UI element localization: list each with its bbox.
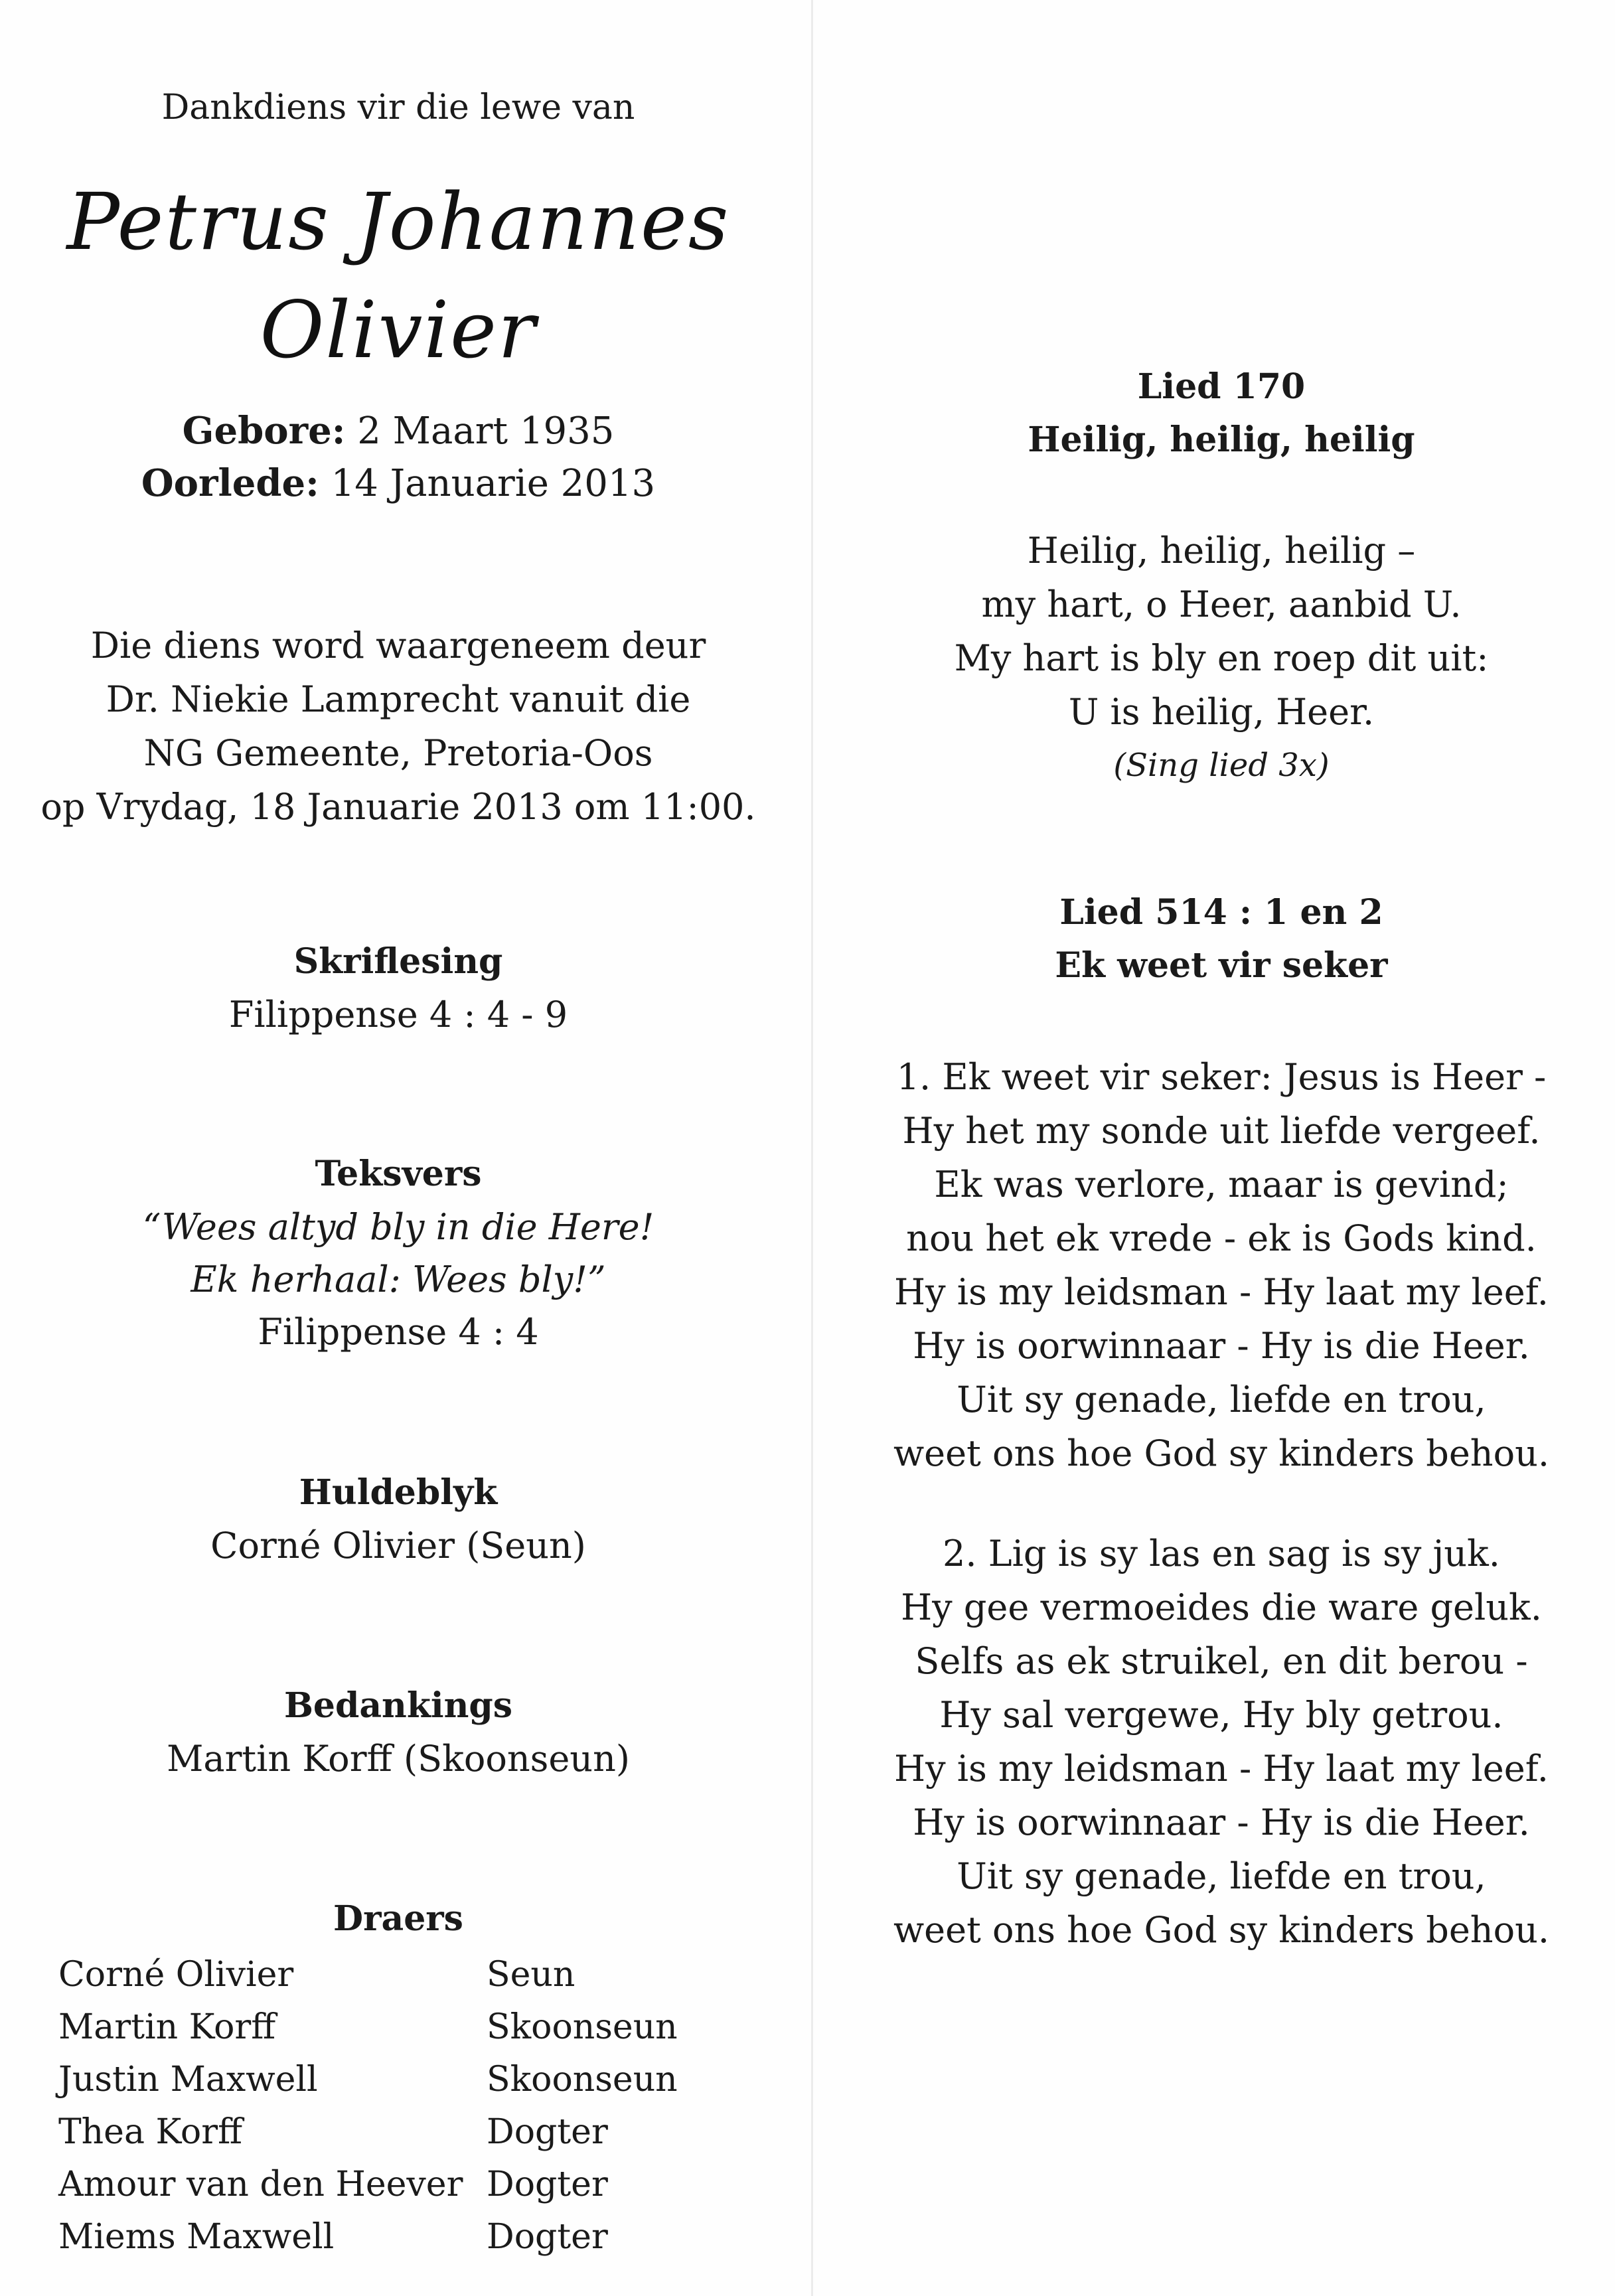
teksvers-quote-line: Ek herhaal: Wees bly!” — [191, 1259, 606, 1300]
hymn-line: weet ons hoe God sy kinders behou. — [893, 1432, 1550, 1474]
birth-label: Gebore: — [182, 409, 346, 453]
hymn-line: Uit sy genade, liefde en trou, — [957, 1855, 1486, 1897]
list-item — [58, 2001, 678, 2053]
section-heading-bedankings: Bedankings — [283, 1685, 513, 1726]
bearer-name: Corné Olivier — [58, 1954, 294, 1995]
bearer-relation: Seun — [487, 1954, 576, 1995]
hymn-line: Selfs as ek struikel, en dit berou - — [915, 1640, 1528, 1682]
bearers-list — [58, 1948, 678, 2263]
page-fold — [811, 0, 813, 2296]
section-heading-draers: Draers — [333, 1898, 463, 1939]
section-heading-skriflesing: Skriflesing — [293, 941, 503, 982]
hymn-line: Hy gee vermoeides die ware geluk. — [901, 1586, 1542, 1628]
teksvers-quote-line: “Wees altyd bly in die Here! — [142, 1206, 654, 1248]
service-line: Die diens word waargeneem deur — [90, 625, 706, 666]
hymn-number: Lied 514 : 1 en 2 — [1059, 892, 1383, 933]
section-line: Corné Olivier (Seun) — [210, 1525, 586, 1567]
section-heading-huldeblyk: Huldeblyk — [299, 1472, 498, 1513]
hymn-text — [863, 524, 1580, 793]
hymn-line: weet ons hoe God sy kinders behou. — [893, 1909, 1550, 1951]
bearer-relation: Dogter — [487, 2216, 608, 2257]
hymn-verse-1 — [863, 1050, 1580, 1480]
hymn-line: Heilig, heilig, heilig – — [1027, 530, 1416, 572]
hymn-title: Ek weet vir seker — [1055, 945, 1388, 986]
hymn-line: Hy is my leidsman - Hy laat my leef. — [894, 1748, 1549, 1790]
hymn-line: Hy is oorwinnaar - Hy is die Heer. — [913, 1801, 1530, 1843]
bearer-relation: Dogter — [487, 2164, 608, 2204]
hymn-line: Hy is oorwinnaar - Hy is die Heer. — [913, 1325, 1530, 1367]
hymn-line: 1. Ek weet vir seker: Jesus is Heer - — [896, 1056, 1547, 1098]
hymn-line: Ek was verlore, maar is gevind; — [934, 1164, 1509, 1205]
bearer-relation: Skoonseun — [487, 2059, 678, 2100]
list-item — [58, 2053, 678, 2105]
list-item — [58, 2210, 678, 2263]
hymn-line: Hy is my leidsman - Hy laat my leef. — [894, 1271, 1549, 1313]
hymn-number: Lied 170 — [1137, 366, 1306, 407]
service-line: op Vrydag, 18 Januarie 2013 om 11:00. — [40, 786, 756, 828]
hymn-line: 2. Lig is sy las en sag is sy juk. — [943, 1533, 1500, 1574]
hymn-title: Heilig, heilig, heilig — [1028, 420, 1415, 460]
service-info — [40, 619, 757, 834]
intro-text: Dankdiens vir die lewe van — [161, 88, 635, 127]
hymn-line: My hart is bly en roep dit uit: — [954, 637, 1489, 679]
list-item — [58, 2158, 678, 2210]
hymn-line: U is heilig, Heer. — [1068, 691, 1375, 733]
section-line: Martin Korff (Skoonseun) — [167, 1738, 630, 1780]
hymn-line: nou het ek vrede - ek is Gods kind. — [906, 1217, 1537, 1259]
deceased-name-line2: Olivier — [260, 284, 537, 376]
service-line: NG Gemeente, Pretoria-Oos — [143, 732, 653, 774]
bearer-relation: Dogter — [487, 2111, 608, 2152]
death-label: Oorlede: — [141, 461, 319, 505]
death-value: 14 Januarie 2013 — [331, 462, 656, 505]
bearer-relation: Skoonseun — [487, 2007, 678, 2047]
birth-date — [40, 409, 757, 453]
bearer-name: Amour van den Heever — [58, 2164, 463, 2204]
bearer-name: Martin Korff — [58, 2007, 276, 2047]
birth-value: 2 Maart 1935 — [357, 410, 615, 453]
service-line: Dr. Niekie Lamprecht vanuit die — [106, 678, 691, 720]
section-line: Filippense 4 : 4 - 9 — [228, 994, 568, 1035]
hymn-verse-2 — [863, 1527, 1580, 1957]
deceased-name-line1: Petrus Johannes — [66, 176, 730, 268]
section-heading-teksvers: Teksvers — [315, 1154, 482, 1194]
hymn-line: Hy sal vergewe, Hy bly getrou. — [939, 1694, 1503, 1736]
death-date — [40, 461, 757, 505]
section-line: Filippense 4 : 4 — [258, 1311, 539, 1353]
bearer-name: Miems Maxwell — [58, 2216, 335, 2257]
list-item — [58, 1948, 678, 2001]
hymn-line: my hart, o Heer, aanbid U. — [981, 583, 1462, 625]
hymn-note: (Sing lied 3x) — [1113, 747, 1330, 784]
hymn-line: Hy het my sonde uit liefde vergeef. — [902, 1110, 1541, 1152]
hymn-line: Uit sy genade, liefde en trou, — [957, 1379, 1486, 1420]
bearer-name: Thea Korff — [58, 2111, 243, 2152]
list-item — [58, 2105, 678, 2158]
bearer-name: Justin Maxwell — [58, 2059, 318, 2100]
